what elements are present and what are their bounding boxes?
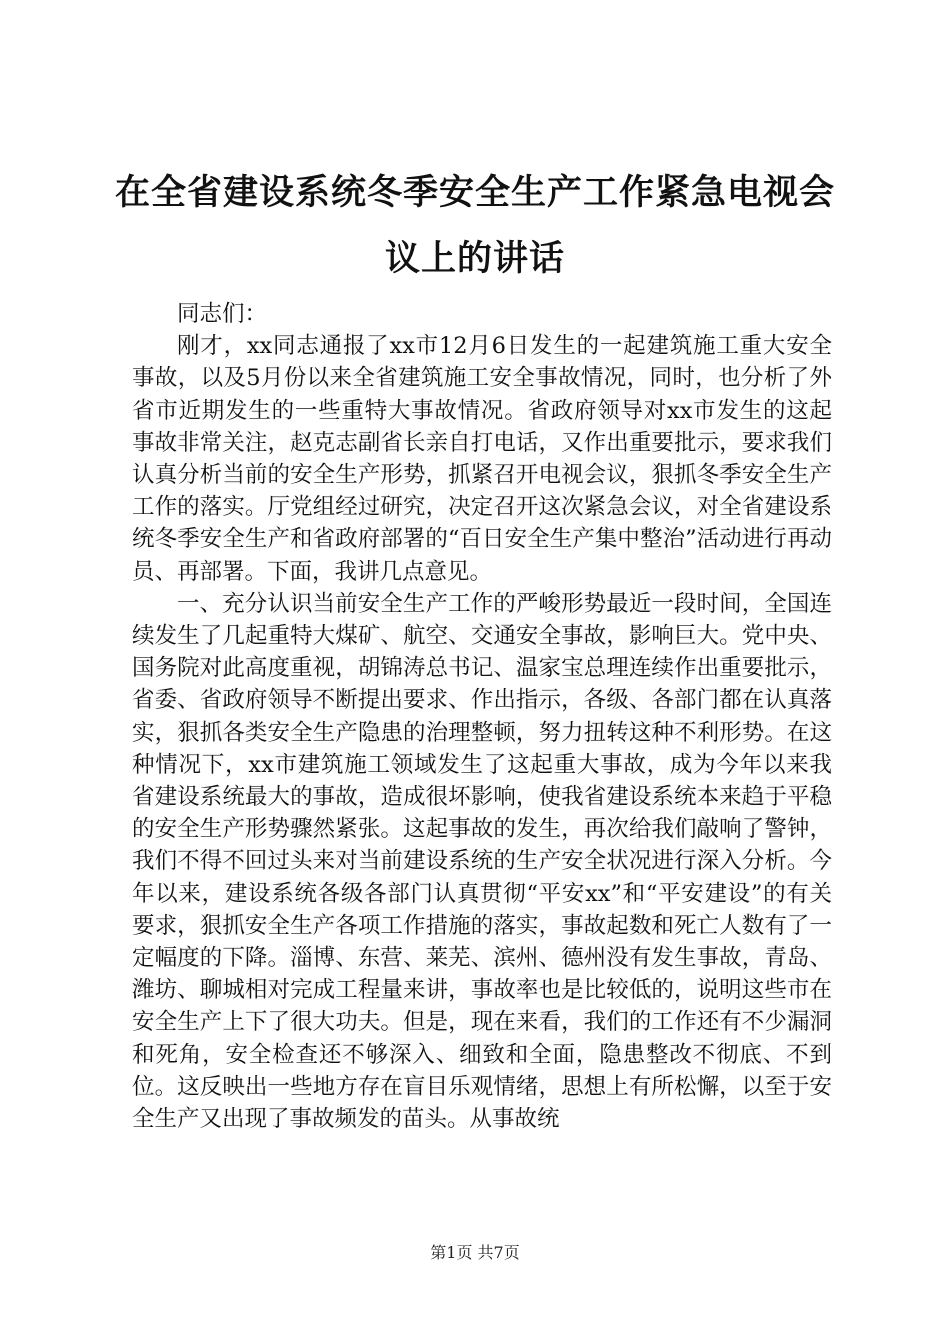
body-paragraph: 一、充分认识当前安全生产工作的严峻形势最近一段时间，全国连续发生了几起重特大煤矿、航空、交通安全事故，影响巨大。党中央、国务院对此高度重视，胡锦涛总书记、温家宝总理连续作出重要批示，省委、省政府领导不断提出要求、作出指示，各级、各部门都在认真落实，狠抓各类安全生产隐患的治理整顿，努力扭转这种不利形势。在这种情况下，xx市建筑施工领域发生了这起重大事故，成为今年以来我省建设系统最大的事故，造成很坏影响，使我省建设系统本来趋于平稳的安全生产形势骤然紧张。这起事故的发生，再次给我们敲响了警钟，我们不得不回过头来对当前建设系统的生产安全状况进行深入分析。今年以来，建设系统各级各部门认真贯彻“平安xx”和“平安建设”的有关要求，狠抓安全生产各项工作措施的落实，事故起数和死亡人数有了一定幅度的下降。淄博、东营、莱芜、滨州、德州没有发生事故，青岛、潍坊、聊城相对完成工程量来讲，事故率也是比较低的，说明这些市在安全生产上下了很大功夫。但是，现在来看，我们的工作还有不少漏洞和死角，安全检查还不够深入、细致和全面，隐患整改不彻底、不到位。这反映出一些地方存在盲目乐观情绪，思想上有所松懈，以至于安全生产又出现了事故频发的苗头。从事故统 <box>132 590 832 1133</box>
page-number-footer: 第1页 共7页 <box>430 1243 520 1262</box>
document-title: 在全省建设系统冬季安全生产工作紧急电视会议上的讲话 <box>114 172 835 279</box>
document-body <box>132 298 832 1135</box>
body-paragraph: 刚才，xx同志通报了xx市12月6日发生的一起建筑施工重大安全事故，以及5月份以来全省建筑施工安全事故情况，同时，也分析了外省市近期发生的一些重特大事故情况。省政府领导对xx市发生的这起事故非常关注，赵克志副省长亲自打电话，又作出重要批示，要求我们认真分析当前的安全生产形势，抓紧召开电视会议，狠抓冬季安全生产工作的落实。厅党组经过研究，决定召开这次紧急会议，对全省建设系统冬季安全生产和省政府部署的“百日安全生产集中整治”活动进行再动员、再部署。下面，我讲几点意见。 <box>132 333 832 585</box>
salutation-paragraph: 同志们： <box>177 301 268 327</box>
